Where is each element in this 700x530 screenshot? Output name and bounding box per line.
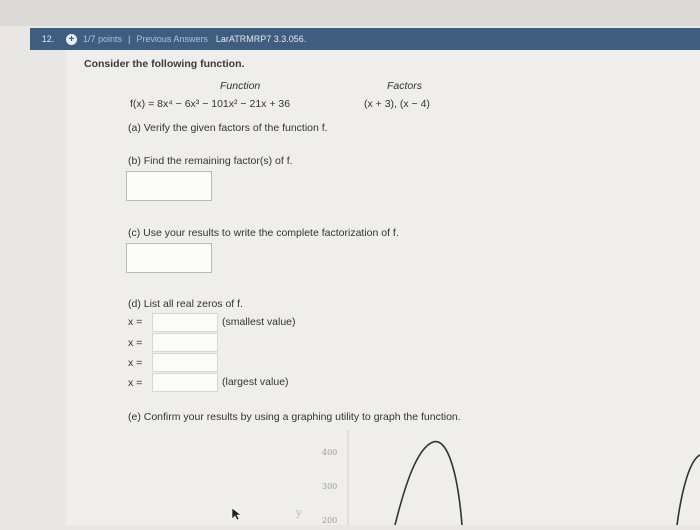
part-a-prompt: (a) Verify the given factors of the function f. <box>128 122 328 134</box>
question-number: 12. <box>41 34 55 44</box>
zero-4-input[interactable] <box>152 373 218 392</box>
zero-3-label: x = <box>128 357 143 369</box>
header-separator: | <box>128 34 131 44</box>
graph-canvas <box>290 430 700 525</box>
part-c-prompt: (c) Use your results to write the complete factorization of f. <box>128 227 399 239</box>
graph-y-axis-label: y <box>296 508 302 519</box>
zero-3-input[interactable] <box>152 353 218 372</box>
question-intro: Consider the following function. <box>84 58 245 70</box>
zero-1-note: (smallest value) <box>222 316 296 328</box>
question-header <box>30 28 700 50</box>
expand-plus-icon[interactable]: + <box>66 34 77 45</box>
function-column-label: Function <box>220 80 261 92</box>
part-d-prompt: (d) List all real zeros of f. <box>128 298 243 310</box>
previous-answers-link[interactable]: Previous Answers <box>136 34 208 44</box>
part-b-answer-input[interactable] <box>126 171 212 201</box>
problem-code: LarATRMRP7 3.3.056. <box>215 34 307 44</box>
graph-curve-left <box>395 442 462 525</box>
part-c-answer-input[interactable] <box>126 243 212 273</box>
y-tick-300: 300 <box>322 482 338 491</box>
part-b-prompt: (b) Find the remaining factor(s) of f. <box>128 155 293 167</box>
points-link[interactable]: 1/7 points <box>83 34 123 44</box>
y-tick-400: 400 <box>322 448 338 457</box>
zero-1-input[interactable] <box>152 313 218 332</box>
zero-4-note: (largest value) <box>222 376 289 388</box>
mouse-cursor-icon <box>231 507 243 521</box>
zero-4-label: x = <box>128 377 143 389</box>
graph-preview <box>290 430 700 525</box>
zero-2-input[interactable] <box>152 333 218 352</box>
graph-curve-right <box>677 455 700 525</box>
y-tick-200: 200 <box>322 516 338 525</box>
zero-1-label: x = <box>128 316 143 328</box>
zero-2-label: x = <box>128 337 143 349</box>
function-expression: f(x) = 8x⁴ − 6x³ − 101x² − 21x + 36 <box>130 98 291 110</box>
part-e-prompt: (e) Confirm your results by using a graphing utility to graph the function. <box>128 411 461 423</box>
factors-column-label: Factors <box>387 80 423 92</box>
factors-expression: (x + 3), (x − 4) <box>364 98 430 110</box>
top-strip <box>0 0 700 26</box>
